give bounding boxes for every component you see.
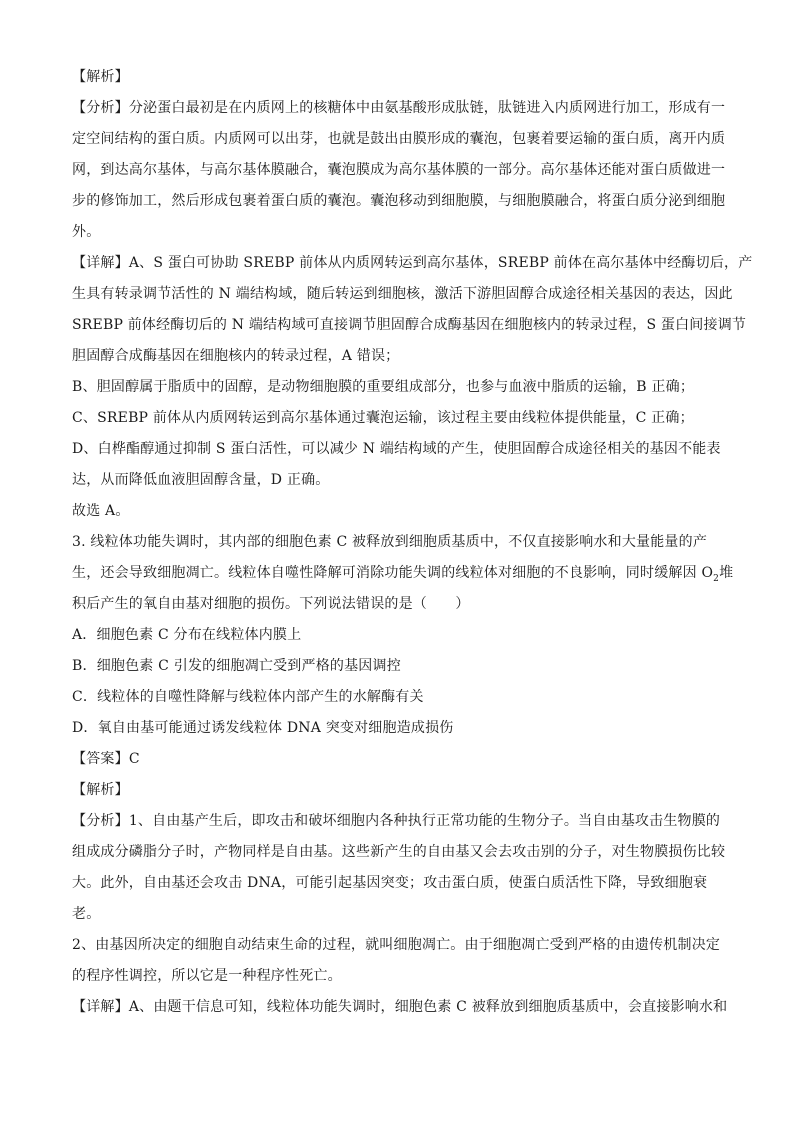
answer-line <box>72 744 722 775</box>
fenxi-tag: 【分析】 <box>72 100 129 116</box>
option-b: B．细胞色素 C 引发的细胞凋亡受到严格的基因调控 <box>72 658 401 674</box>
analysis-line: 大。此外，自由基还会攻击 DNA，可能引起基因突变；攻击蛋白质，使蛋白质活性下降，导致细胞衰 <box>72 875 708 891</box>
analysis-heading: 【解析】 <box>72 782 129 798</box>
analysis-line <box>72 806 722 837</box>
detail-line: D、白桦酯醇通过抑制 S 蛋白活性，可以减少 N 端结构域的产生，使胆固醇合成途径相关的基因不能表 <box>72 441 721 457</box>
xiangjie-tag: 【详解】 <box>72 999 129 1015</box>
analysis-line: 定空间结构的蛋白质。内质网可以出芽，也就是鼓出由膜形成的囊泡，包裹着要运输的蛋白质，离开内质 <box>72 131 726 147</box>
detail-line: 达，从而降低血液胆固醇含量，D 正确。 <box>72 472 330 488</box>
text: 堆 <box>719 565 734 581</box>
text: 生，还会导致细胞凋亡。线粒体自噬性降解可消除功能失调的线粒体对细胞的不良影响，同时缓解因 O <box>72 565 714 581</box>
subscript: 2 <box>713 573 720 584</box>
analysis-line: 老。 <box>72 906 101 922</box>
detail-line: 生具有转录调节活性的 N 端结构域，随后转运到细胞核，激活下游胆固醇合成途径相关基因的表达，因此 <box>72 286 733 302</box>
analysis-line <box>72 93 726 124</box>
question-stem: 积后产生的氧自由基对细胞的损伤。下列说法错误的是（ ） <box>72 596 470 612</box>
analysis-line: 步的修饰加工，然后形成包裹着蛋白质的囊泡。囊泡移动到细胞膜，与细胞膜融合，将蛋白质分泌到细胞 <box>72 193 726 209</box>
question-stem: 3. 线粒体功能失调时，其内部的细胞色素 C 被释放到细胞质基质中，不仅直接影响水和大量能量的产 <box>72 534 708 550</box>
question-stem <box>72 558 734 589</box>
text: A、由题干信息可知，线粒体功能失调时，细胞色素 C 被释放到细胞质基质中，会直接影响水和 <box>128 999 728 1015</box>
option-d: D．氧自由基可能通过诱发线粒体 DNA 突变对细胞造成损伤 <box>72 720 454 736</box>
conclusion-line: 故选 A。 <box>72 503 130 519</box>
document-page <box>72 62 753 1023</box>
detail-line <box>72 248 753 279</box>
detail-line <box>72 992 728 1023</box>
fenxi-tag: 【分析】 <box>72 813 129 829</box>
analysis-line: 组成成分磷脂分子时，产物同样是自由基。这些新产生的自由基又会去攻击别的分子，对生物膜损伤比较 <box>72 844 726 860</box>
xiangjie-tag: 【详解】 <box>72 255 129 271</box>
text: 分泌蛋白最初是在内质网上的核糖体中由氨基酸形成肽链，肽链进入内质网进行加工，形成有一 <box>128 100 726 116</box>
option-a: A．细胞色素 C 分布在线粒体内膜上 <box>72 627 302 643</box>
detail-line: B、胆固醇属于脂质中的固醇，是动物细胞膜的重要组成部分，也参与血液中脂质的运输，B 正确； <box>72 379 695 395</box>
option-c: C．线粒体的自噬性降解与线粒体内部产生的水解酶有关 <box>72 689 424 705</box>
analysis-heading: 【解析】 <box>72 69 129 85</box>
analysis-line: 的程序性调控，所以它是一种程序性死亡。 <box>72 968 342 984</box>
detail-line: SREBP 前体经酶切后的 N 端结构域可直接调节胆固醇合成酶基因在细胞核内的转录过程，S 蛋白间接调节 <box>72 317 747 333</box>
answer-value: C <box>128 751 140 767</box>
text: 1、自由基产生后，即攻击和破坏细胞内各种执行正常功能的生物分子。当自由基攻击生物膜的 <box>128 813 721 829</box>
answer-tag: 【答案】 <box>72 751 129 767</box>
detail-line: 胆固醇合成酶基因在细胞核内的转录过程，A 错误； <box>72 348 400 364</box>
analysis-line: 外。 <box>72 224 101 240</box>
analysis-line: 2、由基因所决定的细胞自动结束生命的过程，就叫细胞凋亡。由于细胞凋亡受到严格的由遗传机制决定 <box>72 937 721 953</box>
detail-line: C、SREBP 前体从内质网转运到高尔基体通过囊泡运输，该过程主要由线粒体提供能量，C 正确； <box>72 410 694 426</box>
analysis-line: 网，到达高尔基体，与高尔基体膜融合，囊泡膜成为高尔基体膜的一部分。高尔基体还能对蛋白质做进一 <box>72 162 726 178</box>
text: A、S 蛋白可协助 SREBP 前体从内质网转运到高尔基体，SREBP 前体在高尔基体中经酶切后，产 <box>128 255 753 271</box>
